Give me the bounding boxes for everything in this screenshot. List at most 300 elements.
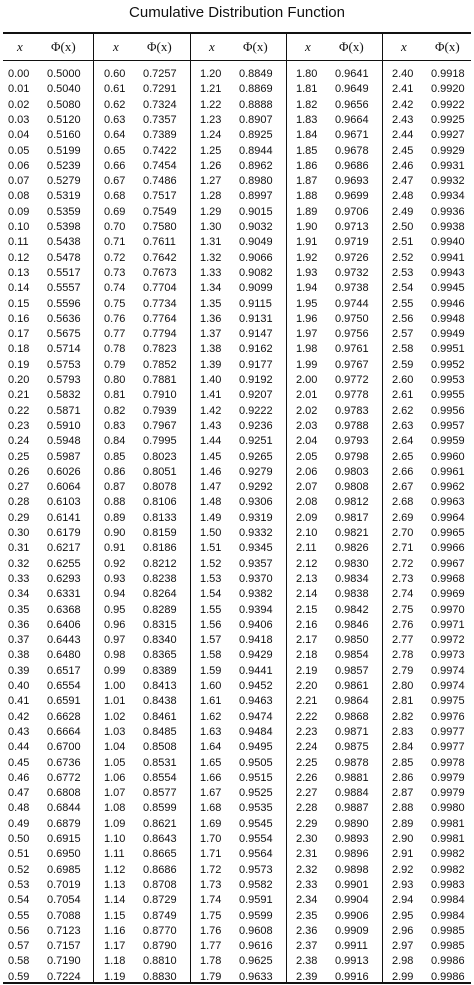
cell-phi: 0.9452 bbox=[239, 680, 273, 692]
cell-phi: 0.5910 bbox=[47, 419, 81, 432]
cell-phi: 0.6915 bbox=[47, 833, 81, 845]
cell-x: 0.16 bbox=[8, 312, 30, 325]
cell-phi: 0.7019 bbox=[47, 878, 81, 891]
cell-phi: 0.9909 bbox=[335, 924, 369, 937]
cell-phi: 0.9974 bbox=[431, 664, 465, 677]
cell-phi: 0.9951 bbox=[431, 343, 465, 356]
cell-x: 0.03 bbox=[8, 113, 30, 126]
cell-phi: 0.7357 bbox=[143, 113, 177, 126]
cell-phi: 0.9982 bbox=[431, 863, 465, 876]
cell-phi: 0.9699 bbox=[335, 190, 369, 203]
cell-phi: 0.9032 bbox=[239, 221, 273, 233]
cell-x: 1.23 bbox=[200, 113, 222, 126]
cell-x: 0.28 bbox=[8, 496, 30, 509]
cell-x: 1.59 bbox=[200, 664, 222, 677]
cell-x: 2.24 bbox=[296, 741, 318, 754]
cell-phi: 0.7764 bbox=[143, 312, 177, 325]
cell-x: 2.99 bbox=[392, 970, 414, 983]
cell-phi: 0.5478 bbox=[47, 251, 81, 264]
cell-x: 1.27 bbox=[200, 175, 222, 188]
cell-phi: 0.9756 bbox=[335, 328, 369, 341]
cell-x: 1.71 bbox=[200, 848, 222, 861]
cell-phi: 0.8980 bbox=[239, 175, 273, 188]
cell-x: 1.60 bbox=[200, 680, 222, 692]
cell-x: 1.47 bbox=[200, 481, 222, 494]
cell-x: 2.06 bbox=[296, 465, 318, 478]
cell-phi: 0.6808 bbox=[47, 787, 81, 800]
cell-x: 1.26 bbox=[200, 159, 222, 172]
cell-x: 1.89 bbox=[296, 205, 318, 218]
cell-phi: 0.6179 bbox=[47, 527, 81, 539]
cell-phi: 0.8485 bbox=[143, 725, 177, 738]
cell-phi: 0.9406 bbox=[239, 618, 273, 631]
cell-x: 2.86 bbox=[392, 771, 414, 784]
cell-phi: 0.5199 bbox=[47, 144, 81, 157]
cell-x: 1.69 bbox=[200, 817, 222, 830]
cell-x: 1.15 bbox=[104, 909, 126, 922]
cell-phi: 0.9099 bbox=[239, 282, 273, 295]
cell-x: 2.03 bbox=[296, 419, 318, 432]
cell-x: 2.21 bbox=[296, 695, 318, 708]
cell-x: 2.97 bbox=[392, 940, 414, 953]
cell-phi: 0.9484 bbox=[239, 725, 273, 738]
cell-phi: 0.5000 bbox=[47, 68, 81, 80]
cell-phi: 0.9984 bbox=[431, 894, 465, 907]
cell-x: 2.30 bbox=[296, 833, 318, 845]
cell-x: 1.04 bbox=[104, 741, 126, 754]
cell-phi: 0.8289 bbox=[143, 603, 177, 616]
cell-x: 0.60 bbox=[104, 68, 126, 80]
cell-phi: 0.9949 bbox=[431, 328, 465, 341]
cell-phi: 0.9887 bbox=[335, 802, 369, 815]
cell-x: 0.20 bbox=[8, 374, 30, 386]
cell-x: 1.75 bbox=[200, 909, 222, 922]
cell-x: 1.72 bbox=[200, 863, 222, 876]
cell-x: 1.88 bbox=[296, 190, 318, 203]
cell-phi: 0.8686 bbox=[143, 863, 177, 876]
cell-phi: 0.8925 bbox=[239, 129, 273, 142]
cell-phi: 0.7673 bbox=[143, 266, 177, 279]
cell-phi: 0.7852 bbox=[143, 358, 177, 371]
cell-x: 1.49 bbox=[200, 511, 222, 524]
cell-phi: 0.9973 bbox=[431, 649, 465, 662]
cell-phi: 0.8907 bbox=[239, 113, 273, 126]
cell-phi: 0.7517 bbox=[143, 190, 177, 203]
cell-phi: 0.9969 bbox=[431, 588, 465, 601]
cell-phi: 0.6772 bbox=[47, 771, 81, 784]
cell-phi: 0.9641 bbox=[335, 68, 369, 80]
cell-phi: 0.7486 bbox=[143, 175, 177, 188]
cell-x: 1.61 bbox=[200, 695, 222, 708]
cell-x: 2.83 bbox=[392, 725, 414, 738]
cell-phi: 0.9963 bbox=[431, 496, 465, 509]
cell-x: 0.35 bbox=[8, 603, 30, 616]
cell-x: 1.95 bbox=[296, 297, 318, 310]
cell-phi: 0.9871 bbox=[335, 725, 369, 738]
cell-x: 1.02 bbox=[104, 710, 126, 723]
cell-x: 0.84 bbox=[104, 435, 126, 448]
cell-x: 0.92 bbox=[104, 557, 126, 570]
cell-x: 0.01 bbox=[8, 83, 30, 96]
cell-phi: 0.9941 bbox=[431, 251, 465, 264]
cell-x: 0.70 bbox=[104, 221, 126, 233]
cell-phi: 0.9980 bbox=[431, 802, 465, 815]
cell-phi: 0.9964 bbox=[431, 511, 465, 524]
cell-x: 0.29 bbox=[8, 511, 30, 524]
cell-x: 2.12 bbox=[296, 557, 318, 570]
cell-x: 1.43 bbox=[200, 419, 222, 432]
cell-phi: 0.9959 bbox=[431, 435, 465, 448]
cell-phi: 0.8461 bbox=[143, 710, 177, 723]
cell-phi: 0.8133 bbox=[143, 511, 177, 524]
cell-x: 1.83 bbox=[296, 113, 318, 126]
cell-phi: 0.9625 bbox=[239, 955, 273, 968]
cell-phi: 0.6255 bbox=[47, 557, 81, 570]
cell-phi: 0.9955 bbox=[431, 389, 465, 402]
cell-phi: 0.8389 bbox=[143, 664, 177, 677]
cell-phi: 0.5596 bbox=[47, 297, 81, 310]
cell-x: 2.51 bbox=[392, 236, 414, 249]
cell-x: 1.92 bbox=[296, 251, 318, 264]
cell-phi: 0.7054 bbox=[47, 894, 81, 907]
cell-phi: 0.9441 bbox=[239, 664, 273, 677]
cell-x: 0.61 bbox=[104, 83, 126, 96]
cell-x: 0.00 bbox=[8, 68, 30, 80]
cell-x: 0.52 bbox=[8, 863, 30, 876]
cell-phi: 0.7123 bbox=[47, 924, 81, 937]
cell-x: 1.34 bbox=[200, 282, 222, 295]
cell-x: 1.67 bbox=[200, 787, 222, 800]
cell-x: 2.02 bbox=[296, 404, 318, 417]
cell-x: 2.17 bbox=[296, 634, 318, 647]
cell-phi: 0.6026 bbox=[47, 465, 81, 478]
cell-phi: 0.7910 bbox=[143, 389, 177, 402]
column-divider bbox=[190, 32, 191, 984]
cell-x: 1.32 bbox=[200, 251, 222, 264]
cell-phi: 0.9983 bbox=[431, 878, 465, 891]
cell-phi: 0.9985 bbox=[431, 940, 465, 953]
cell-x: 0.80 bbox=[104, 374, 126, 386]
cell-phi: 0.9678 bbox=[335, 144, 369, 157]
cell-x: 1.54 bbox=[200, 588, 222, 601]
cell-x: 2.07 bbox=[296, 481, 318, 494]
cell-x: 0.26 bbox=[8, 465, 30, 478]
cell-phi: 0.9881 bbox=[335, 771, 369, 784]
cell-phi: 0.9808 bbox=[335, 481, 369, 494]
cell-x: 1.38 bbox=[200, 343, 222, 356]
cell-x: 0.73 bbox=[104, 266, 126, 279]
cell-phi: 0.9982 bbox=[431, 848, 465, 861]
cell-phi: 0.9953 bbox=[431, 374, 465, 386]
cell-x: 1.50 bbox=[200, 527, 222, 539]
cell-phi: 0.9967 bbox=[431, 557, 465, 570]
cell-x: 2.32 bbox=[296, 863, 318, 876]
cell-x: 0.88 bbox=[104, 496, 126, 509]
cell-x: 1.90 bbox=[296, 221, 318, 233]
cell-phi: 0.8962 bbox=[239, 159, 273, 172]
cell-phi: 0.7580 bbox=[143, 221, 177, 233]
cell-x: 2.34 bbox=[296, 894, 318, 907]
cell-phi: 0.9066 bbox=[239, 251, 273, 264]
cell-x: 1.13 bbox=[104, 878, 126, 891]
cell-phi: 0.9515 bbox=[239, 771, 273, 784]
cell-phi: 0.9878 bbox=[335, 756, 369, 769]
cell-phi: 0.9875 bbox=[335, 741, 369, 754]
cell-x: 2.88 bbox=[392, 802, 414, 815]
cell-phi: 0.5279 bbox=[47, 175, 81, 188]
cell-x: 2.93 bbox=[392, 878, 414, 891]
cell-phi: 0.8621 bbox=[143, 817, 177, 830]
cell-phi: 0.9817 bbox=[335, 511, 369, 524]
cell-phi: 0.9706 bbox=[335, 205, 369, 218]
cell-phi: 0.8849 bbox=[239, 68, 273, 80]
cell-x: 1.98 bbox=[296, 343, 318, 356]
cell-phi: 0.8106 bbox=[143, 496, 177, 509]
cell-x: 1.28 bbox=[200, 190, 222, 203]
cell-x: 1.57 bbox=[200, 634, 222, 647]
cell-x: 0.55 bbox=[8, 909, 30, 922]
cell-x: 0.50 bbox=[8, 833, 30, 845]
cell-x: 2.18 bbox=[296, 649, 318, 662]
cell-phi: 0.9788 bbox=[335, 419, 369, 432]
cell-phi: 0.6591 bbox=[47, 695, 81, 708]
cell-x: 2.71 bbox=[392, 542, 414, 555]
cell-x: 1.35 bbox=[200, 297, 222, 310]
cell-x: 2.01 bbox=[296, 389, 318, 402]
cell-x: 0.46 bbox=[8, 771, 30, 784]
cell-phi: 0.9986 bbox=[431, 970, 465, 983]
cell-x: 2.13 bbox=[296, 572, 318, 585]
cell-phi: 0.5557 bbox=[47, 282, 81, 295]
cell-phi: 0.9977 bbox=[431, 741, 465, 754]
cell-x: 1.53 bbox=[200, 572, 222, 585]
cell-phi: 0.9573 bbox=[239, 863, 273, 876]
cell-phi: 0.8023 bbox=[143, 450, 177, 463]
cell-x: 1.41 bbox=[200, 389, 222, 402]
header-x: x bbox=[209, 39, 215, 54]
cell-phi: 0.9616 bbox=[239, 940, 273, 953]
cell-x: 1.68 bbox=[200, 802, 222, 815]
cell-phi: 0.7291 bbox=[143, 83, 177, 96]
cell-x: 2.26 bbox=[296, 771, 318, 784]
cell-x: 2.81 bbox=[392, 695, 414, 708]
cell-x: 0.64 bbox=[104, 129, 126, 142]
cell-x: 1.73 bbox=[200, 878, 222, 891]
cell-phi: 0.9884 bbox=[335, 787, 369, 800]
cell-x: 0.39 bbox=[8, 664, 30, 677]
cell-x: 2.20 bbox=[296, 680, 318, 692]
cell-phi: 0.9904 bbox=[335, 894, 369, 907]
cell-x: 1.62 bbox=[200, 710, 222, 723]
cell-x: 0.33 bbox=[8, 572, 30, 585]
cell-x: 2.37 bbox=[296, 940, 318, 953]
cell-phi: 0.6664 bbox=[47, 725, 81, 738]
cell-phi: 0.9918 bbox=[431, 68, 465, 80]
cell-phi: 0.9911 bbox=[335, 940, 368, 953]
cell-x: 1.18 bbox=[104, 955, 126, 968]
cell-phi: 0.6517 bbox=[47, 664, 81, 677]
cell-phi: 0.9979 bbox=[431, 771, 465, 784]
cell-x: 0.63 bbox=[104, 113, 126, 126]
cell-phi: 0.9686 bbox=[335, 159, 369, 172]
cell-x: 0.14 bbox=[8, 282, 30, 295]
cell-phi: 0.9821 bbox=[335, 527, 369, 539]
cell-phi: 0.9591 bbox=[239, 894, 273, 907]
cell-x: 0.43 bbox=[8, 725, 30, 738]
cell-phi: 0.9943 bbox=[431, 266, 465, 279]
top-rule bbox=[3, 32, 471, 34]
cell-x: 2.78 bbox=[392, 649, 414, 662]
cell-x: 2.80 bbox=[392, 680, 414, 692]
cell-phi: 0.9966 bbox=[431, 542, 465, 555]
cell-phi: 0.7549 bbox=[143, 205, 177, 218]
cell-x: 0.47 bbox=[8, 787, 30, 800]
cell-x: 1.14 bbox=[104, 894, 126, 907]
header-phi: Φ(x) bbox=[339, 39, 364, 54]
cell-x: 0.86 bbox=[104, 465, 126, 478]
cell-phi: 0.9961 bbox=[431, 465, 465, 478]
cell-phi: 0.9803 bbox=[335, 465, 369, 478]
cell-phi: 0.8665 bbox=[143, 848, 177, 861]
cell-x: 2.64 bbox=[392, 435, 414, 448]
cell-x: 0.62 bbox=[104, 98, 126, 111]
cell-x: 2.49 bbox=[392, 205, 414, 218]
cell-x: 0.36 bbox=[8, 618, 30, 631]
cell-x: 2.72 bbox=[392, 557, 414, 570]
cell-phi: 0.9857 bbox=[335, 664, 369, 677]
header-rule bbox=[3, 60, 471, 61]
cell-phi: 0.6331 bbox=[47, 588, 81, 601]
cell-phi: 0.8340 bbox=[143, 634, 177, 647]
cell-x: 0.68 bbox=[104, 190, 126, 203]
cell-x: 1.30 bbox=[200, 221, 222, 233]
cell-x: 0.18 bbox=[8, 343, 30, 356]
cell-x: 0.93 bbox=[104, 572, 126, 585]
cell-phi: 0.8554 bbox=[143, 771, 177, 784]
cell-phi: 0.8159 bbox=[143, 527, 177, 539]
cell-phi: 0.9207 bbox=[239, 389, 273, 402]
cell-phi: 0.9946 bbox=[431, 297, 465, 310]
cell-x: 2.69 bbox=[392, 511, 414, 524]
cell-x: 1.70 bbox=[200, 833, 222, 845]
cell-phi: 0.6554 bbox=[47, 680, 81, 692]
cell-phi: 0.6443 bbox=[47, 634, 81, 647]
cell-phi: 0.9767 bbox=[335, 358, 369, 371]
cell-phi: 0.9846 bbox=[335, 618, 369, 631]
cell-x: 0.87 bbox=[104, 481, 126, 494]
cell-x: 0.02 bbox=[8, 98, 30, 111]
cell-phi: 0.7704 bbox=[143, 282, 177, 295]
cell-x: 0.90 bbox=[104, 527, 126, 539]
cell-x: 0.21 bbox=[8, 389, 30, 402]
cell-phi: 0.9147 bbox=[239, 328, 273, 341]
cell-phi: 0.9693 bbox=[335, 175, 369, 188]
cell-x: 0.45 bbox=[8, 756, 30, 769]
cell-phi: 0.9772 bbox=[335, 374, 369, 386]
cell-phi: 0.8599 bbox=[143, 802, 177, 815]
header-phi: Φ(x) bbox=[147, 39, 172, 54]
cell-phi: 0.9292 bbox=[239, 481, 273, 494]
cell-x: 1.10 bbox=[104, 833, 126, 845]
cell-phi: 0.5517 bbox=[47, 266, 81, 279]
cell-x: 0.71 bbox=[104, 236, 126, 249]
cell-x: 2.27 bbox=[296, 787, 318, 800]
cell-phi: 0.5160 bbox=[47, 129, 81, 142]
cell-x: 0.95 bbox=[104, 603, 126, 616]
cell-phi: 0.9608 bbox=[239, 924, 273, 937]
cell-x: 1.46 bbox=[200, 465, 222, 478]
cell-phi: 0.9251 bbox=[239, 435, 273, 448]
cell-x: 2.60 bbox=[392, 374, 414, 386]
cell-x: 0.24 bbox=[8, 435, 30, 448]
cell-x: 0.32 bbox=[8, 557, 30, 570]
cell-x: 2.54 bbox=[392, 282, 414, 295]
cell-x: 1.12 bbox=[104, 863, 126, 876]
cell-x: 2.10 bbox=[296, 527, 318, 539]
cell-x: 0.04 bbox=[8, 129, 30, 142]
cell-x: 1.77 bbox=[200, 940, 222, 953]
cell-phi: 0.6103 bbox=[47, 496, 81, 509]
cell-phi: 0.9713 bbox=[335, 221, 369, 233]
cell-x: 1.09 bbox=[104, 817, 126, 830]
cell-x: 0.81 bbox=[104, 389, 126, 402]
cell-phi: 0.9357 bbox=[239, 557, 273, 570]
cell-phi: 0.8186 bbox=[143, 542, 177, 555]
cell-x: 2.43 bbox=[392, 113, 414, 126]
cell-x: 1.05 bbox=[104, 756, 126, 769]
cell-phi: 0.5948 bbox=[47, 435, 81, 448]
cell-x: 2.73 bbox=[392, 572, 414, 585]
cell-phi: 0.9960 bbox=[431, 450, 465, 463]
cell-x: 2.19 bbox=[296, 664, 318, 677]
cell-x: 0.09 bbox=[8, 205, 30, 218]
cell-phi: 0.9965 bbox=[431, 527, 465, 539]
cell-x: 1.79 bbox=[200, 970, 222, 983]
cell-x: 2.56 bbox=[392, 312, 414, 325]
cell-phi: 0.6985 bbox=[47, 863, 81, 876]
cell-phi: 0.9975 bbox=[431, 695, 465, 708]
cell-x: 1.20 bbox=[200, 68, 222, 80]
cell-x: 1.36 bbox=[200, 312, 222, 325]
cell-phi: 0.9916 bbox=[335, 970, 369, 983]
cell-phi: 0.5871 bbox=[47, 404, 81, 417]
cell-phi: 0.9332 bbox=[239, 527, 273, 539]
cell-phi: 0.9082 bbox=[239, 266, 273, 279]
cell-phi: 0.5636 bbox=[47, 312, 81, 325]
cell-phi: 0.9564 bbox=[239, 848, 273, 861]
cell-phi: 0.9920 bbox=[431, 83, 465, 96]
cell-phi: 0.6293 bbox=[47, 572, 81, 585]
cell-phi: 0.8577 bbox=[143, 787, 177, 800]
header-phi: Φ(x) bbox=[435, 39, 460, 54]
cell-phi: 0.9956 bbox=[431, 404, 465, 417]
cell-x: 2.04 bbox=[296, 435, 318, 448]
cell-phi: 0.9913 bbox=[335, 955, 369, 968]
cell-phi: 0.9868 bbox=[335, 710, 369, 723]
cell-x: 2.39 bbox=[296, 970, 318, 983]
cell-x: 1.91 bbox=[296, 236, 318, 249]
cell-x: 2.76 bbox=[392, 618, 414, 631]
cell-x: 0.07 bbox=[8, 175, 30, 188]
cell-x: 1.97 bbox=[296, 328, 318, 341]
cell-phi: 0.9370 bbox=[239, 572, 273, 585]
cell-x: 2.46 bbox=[392, 159, 414, 172]
cell-x: 0.08 bbox=[8, 190, 30, 203]
cell-x: 2.98 bbox=[392, 955, 414, 968]
cell-x: 1.86 bbox=[296, 159, 318, 172]
cell-phi: 0.5987 bbox=[47, 450, 81, 463]
cell-phi: 0.9893 bbox=[335, 833, 369, 845]
